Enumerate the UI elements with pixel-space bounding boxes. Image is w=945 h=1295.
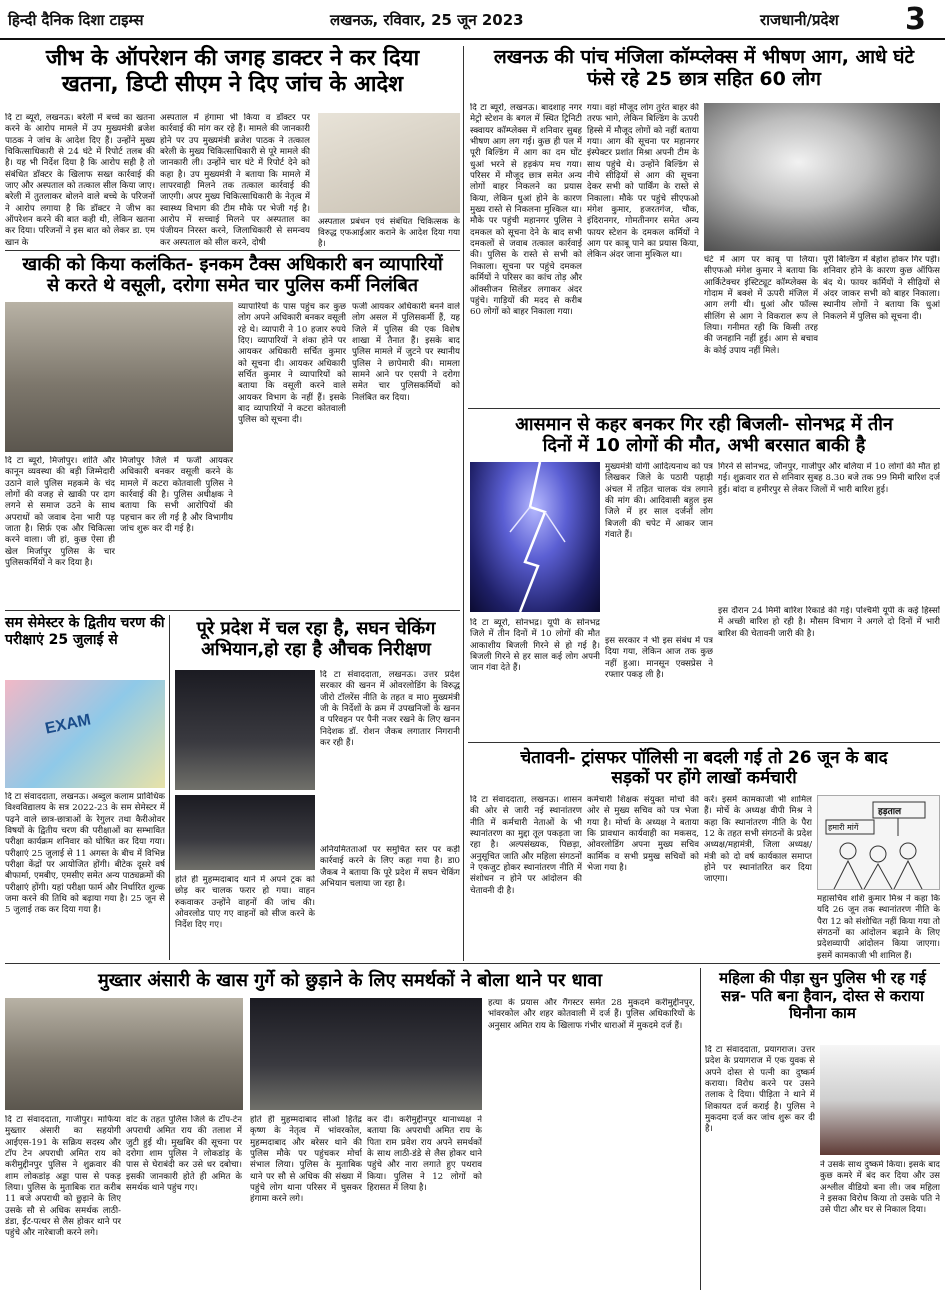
- woman-col1: दि टा संवाददाता, प्रयागराज। उत्तर प्रदेश के प्रयागराज में एक युवक से अपने दोस्त से पत्नी का दुष्कर्म कराया। विरोध करने पर उसने तलाक दे दिया। पीड़िता ने थाने में शिकायत दर्ज कराई है। पुलिस ने मुकदमा दर्ज कर जांच शुरू कर दी है।: [705, 1045, 815, 1135]
- transfer-col1: दि टा संवाददाता, लखनऊ। शासन की ओर से जारी नई स्थानांतरण नीति में कर्मचारी नेताओं के भी स्थानांतरण का मुद्दा तूल पकड़ता जा रहा है। अल्पसंख्यक, पिछड़ा, अनुसूचित जाति और महिला संगठनों ने एकजुट होकर स्थानांतरण नीति में संशोधन न होने पर आंदोलन की चेतावनी दी है।: [470, 795, 582, 896]
- tongue-photo: [318, 113, 460, 213]
- transfer-sketch: [817, 795, 940, 890]
- checking-col1: दि टा संवाददाता, लखनऊ। उत्तर प्रदेश सरकार की खनन में ओवरलोडिंग के विरुद्ध जीरो टॉलरेंस नीति के तहत व मा0 मुख्यमंत्री जी के निर्देशों के क्रम में उपखनिजों के खनन व परिवहन पर पैनी नजर रखने के लिए खनन निदेशक डॉ. रोशन जैकब लगातार निगरानी कर रही हैं।: [320, 670, 460, 749]
- sketch-label-strike: हड़ताल: [878, 807, 902, 817]
- fire-headline: [468, 46, 940, 91]
- police-photo: [5, 302, 233, 452]
- mukhtar-col2: वांट के तहत पुलिस जिले के टॉप-टेन अपराधी अमित राय की तलाश में जुटी हुई थी। मुखबिर की सूचना पर दरोगा शाम पुलिस ने लोकडांड़ के पास से घेराबंदी कर उसे धर दबोचा। इसकी जानकारी होते ही अमित के समर्थक थाने पहुंच गए।: [126, 1115, 242, 1194]
- tongue-col2: अस्पताल में हंगामा भी किया व डॉक्टर पर कार्रवाई की मांग कर रहे हैं। मामले की जानकारी होने पर उप मुख्यमंत्री ब्रजेश पाठक ने तत्काल बरेली के मुख्य चिकित्साधिकारी से पूरे मामले की जानकारी ली। उन्होंने चार घंटे में रिपोर्ट देने को कहा है। उप मुख्यमंत्री ने बताया कि मामले में लापरवाही मिलने तक तत्काल कार्रवाई की जाएगी। अपर मुख्य चिकित्साधिकारी के नेतृत्व में स्वास्थ्य विभाग की टीम मौके पर भेजी गई है। आरोप में सच्चाई मिलने पर अस्पताल का पंजीयन निरस्त करने, जिलाधिकारी से समन्वय कर अस्पताल को सील करने, दोषी: [160, 113, 310, 248]
- fire-col2: गया। वहां मौजूद लोग तुरंत बाहर की तरफ भागे, लेकिन बिल्डिंग के ऊपरी हिस्से में मौजूद लोगों को नहीं बताया गया। आग की सूचना पर महानगर इंस्पेक्टर प्रशांत मिश्रा अपनी टीम के साथ पहुंचे थे। उन्होंने बिल्डिंग से नीचे सीढ़ियों से आग की सूचना देकर सभी को पार्किंग के रास्ते से निकाला। मौके पर पहुंचे सीएफओ मंगेश कुमार, हजरतगंज, चौक, इंदिरानगर, गोमतीनगर समेत अन्य फायर स्टेशन के दमकल कर्मियों ने आग पर काबू पाने का प्रयास किया, लेकिन अंदर जाना मुश्किल था।: [587, 103, 699, 261]
- fire-col4: पूरी बिल्डिंग में बेहोश होकर गिर पड़ी। शनिवार होने के कारण कुछ ऑफिस बंद थे। फायर कर्मियों ने सीढ़ियों से अंदर जाकर सभी को बाहर निकाला। स्थानीय लोगों ने बताया कि धुआं निकलने में पुलिस को सूचना दी।: [823, 255, 940, 322]
- mukhtar-col3: होते ही मुहम्मदाबाद सीओ हितेंद्र कृष्ण के नेतृत्व में भांवरकोल, मुहम्मदाबाद और बरेसर थाने की पुलिस मौके पर पहुंचकर मोर्चा संभाल लिया। पुलिस के मुताबिक थाने पर सौ से अधिक की संख्या में पहुंचे लोग थाना परिसर में घुसकर हंगामा करने लगे।: [250, 1115, 362, 1205]
- semester-headline: सम सेमेस्टर के द्वितीय चरण की परीक्षाएं 25 जुलाई से: [5, 615, 165, 648]
- transfer-headline-line1: चेतावनी- ट्रांसफर पॉलिसी ना बदली गई तो 26 जून के बाद: [520, 748, 888, 768]
- lightning-bolt-icon: [470, 462, 600, 612]
- semester-body: दि टा संवाददाता, लखनऊ। अब्दुल कलाम प्राविधिक विश्वविद्यालय के सत्र 2022-23 के सम सेमेस्टर में पढ़ने वाले छात्र-छात्राओं के रेगुलर तथा कैरीओवर विषयों के द्वितीय चरण की परीक्षाओं का सम्भावित परीक्षा कार्यक्रम शनिवार को घोषित कर दिया गया। परीक्षाएं 25 जुलाई से 11 अगस्त के बीच में विभिन्न परीक्षा केंद्रों पर आयोजित होंगी। बीटेक दूसरे वर्ष बीफार्मा, एमबीए, एमसीए समेत अन्य पाठ्यक्रमों की परीक्षाएं होंगी। यहां परीक्षा फार्म और निर्धारित शुल्क जमा करने की तिथि को बढ़ाया गया है। 25 जून से 5 जुलाई तक कर दिया गया है।: [5, 792, 165, 916]
- police-col1: दि टा ब्यूरो, मिर्जापुर। शांति और कानून व्यवस्था की बड़ी जिम्मेदारी उठाने वाले पुलिस महकमे के चंद लोगों की वजह से खाकी पर दाग लगने से समाज उठने के साथ अपराधों को जवाब देना भारी पड़ जाता है। सिर्फ़ एक और चिकित्सा करने वाला। जी हां, कुछ ऐसा ही खेल मिर्जापुर पुलिस के चार पुलिसकर्मियों ने कर दिया है।: [5, 456, 115, 569]
- checking-col2: होते ही मुहम्मदाबाद थाने में अपने ट्रक को छोड़ कर चालक फरार हो गया। वाहन रुकवाकर उन्होंने वाहनों की जांच की। ओवरलोड पाए गए वाहनों को सीज करने के निर्देश दिए गए।: [175, 875, 315, 931]
- tongue-headline-line2: खतना, डिप्टी सीएम ने दिए जांच के आदेश: [61, 71, 404, 97]
- paper-name: हिन्दी दैनिक दिशा टाइम्स: [8, 11, 144, 29]
- masthead: [0, 0, 945, 40]
- divider: [468, 742, 940, 743]
- transfer-col3: करें। इसमें कामकाजी भी शामिल हैं। मोर्चे के अध्यक्ष वीपी मिश्र ने कहा कि स्थानांतरण नीति के पैरा 12 के तहत सभी संगठनों के प्रदेश अध्यक्ष/महामंत्री, जिला अध्यक्ष/मंत्री को दो वर्ष कार्यकाल समाप्त होने पर स्थानांतरित कर दिया जाएगा।: [704, 795, 812, 885]
- lightning-col2: गिरने से सोनभद्र, जौनपुर, गाजीपुर और बलिया में 10 लोगों की मौत हो गई। शुक्रवार रात से शनिवार सुबह 8.30 बजे तक 99 मिमी बारिश दर्ज हुई। बांदा व हमीरपुर से लेकर जिलों में भारी बारिश हुई।: [718, 462, 940, 495]
- lightning-col4: इस सरकार ने भी इस संबंध में पत्र दिया गया, लेकिन आज तक कुछ नहीं हुआ। मानसून एक्सप्रेस ने रफ्तार पकड़ ली है।: [605, 636, 713, 681]
- divider: [169, 615, 170, 960]
- mukhtar-col1: दि टा संवाददाता, गाजीपुर। माफिया मुख्तार अंसारी का सहयोगी आईएस-191 के सक्रिय सदस्य और टॉप टेन अपराधी अमित राय को करीमुद्दीनपुर पुलिस ने शुक्रवार की शाम लोकडांड़ अड्डा पास से पकड़ लिया। पुलिस के मुताबिक रात करीब 11 बजे अपराधी को छुड़ाने के लिए उसके सौ से अधिक समर्थक लाठी-डंडा, ईंट-पत्थर से लैस होकर थाने पर पहुंचे और नारेबाजी करने लगे।: [5, 1115, 121, 1239]
- checking-col3: अनियमितताओं पर समुचित स्तर पर कड़ी कार्रवाई करने के लिए कहा गया है। डा0 जैकब ने बताया कि पूरे प्रदेश में सघन चेकिंग अभियान चलाया जा रहा है।: [320, 845, 460, 890]
- mukhtar-col4: कर दी। करीमुद्दीनपुर थानाध्यक्ष ने बताया कि अपराधी अमित राय के पिता राम प्रवेश राय अपने समर्थकों के साथ लाठी-डंडे से लैस होकर थाने पहुंचे और नारा लगाते हुए पथराव किया। पुलिस ने 12 लोगों को हिरासत में लिया है।: [367, 1115, 482, 1194]
- woman-col2: ने उसके साथ दुष्कर्म किया। इसके बाद कुछ कमरे में बंद कर दिया और उस अश्लील वीडियो बना ली। जब महिला ने इसका विरोध किया तो उसके पति ने उसे पीटा और घर से निकाल दिया।: [820, 1160, 940, 1216]
- police-headline-line1: खाकी को किया कलंकित- इनकम टैक्स अधिकारी बन व्यापारियों: [22, 254, 443, 275]
- section-name: राजधानी/प्रदेश: [760, 11, 839, 29]
- page-number: 3: [905, 2, 926, 37]
- tongue-headline: [5, 46, 460, 98]
- police-col2: व्यापारियों के पास पहुंच कर कुछ लोग अपने अधिकारी बनकर वसूली रहे थे। व्यापारी ने 10 हजार रुपये दिए। व्यापारियों ने शंका होने पर आयकर अधिकारी सर्चित कुमार को सूचना दी। आयकर अधिकारी सर्चित कुमार ने व्यापारियों को बताया कि वसूली करने वाले आयकर विभाग के नहीं हैं। इसके बाद व्यापारियों ने कटरा कोतवाली पुलिस को सूचना दी।: [238, 302, 346, 426]
- sketch-label-demands: हमारी मांगें: [828, 823, 859, 832]
- transfer-col2: कर्मचारी शिक्षक संयुक्त मोर्चा की ओर से मुख्य सचिव को पत्र भेजा गया है। मोर्चा के अध्यक्ष ने बताया कि प्रावधान कार्यवाही का मकसद, ओवरलोडिंग अपना मुख्य सचिव कार्मिक व सभी प्रमुख सचिवों को भेजा गया है।: [587, 795, 699, 874]
- divider: [463, 46, 464, 961]
- mukhtar-col5: हत्या के प्रयास और गैंगस्टर समेत 28 मुकदमे करीमुद्दीनपुर, भांवरकोल और शहर कोतवाली में दर्ज हैं। पुलिस अधिकारियों के अनुसार अमित राय के खिलाफ गंभीर धाराओं में मुकदमे दर्ज हैं।: [488, 998, 695, 1031]
- checking-headline-line1: पूरे प्रदेश में चल रहा है, सघन चेकिंग: [196, 618, 436, 639]
- fire-col1: दि टा ब्यूरो, लखनऊ। बादशाह नगर मेट्रो स्टेशन के बगल में स्थित ट्रिनिटी स्क्वायर कॉम्प्लेक्स में शनिवार सुबह भीषण आग लग गई। कुछ ही पल में पूरी बिल्डिंग में आग का दम घोंट धुआं भरने से हड़कंप मच गया। परिसर में मौजूद छात्र समेत अन्य लोगों बाहर निकलने का प्रयास किया, लेकिन धुआं होने के कारण मुख्य रास्ते से निकलना मुश्किल था। मौके पर पहुंची महानगर पुलिस ने दमकल को सूचना देने के बाद सभी दमकलों से जवाब तत्काल कार्रवाई की। पुलिस के रास्ते से सभी को निकाला। सूचना पर पहुंचे दमकल कर्मियों ने परिसर का कांच तोड़ और ऑक्सीजन सिलेंडर लगाकर अंदर पहुंचे। गाड़ियों की मदद से करीब 60 लोगों को बाहर निकाला गया।: [470, 103, 582, 318]
- lightning-headline-line1: आसमान से कहर बनकर गिर रही बिजली- सोनभद्र में तीन: [515, 414, 893, 435]
- police-col4: मिर्जापुर जिले में फर्जी आयकर अधिकारी बनकर वसूली करने के मामले में कटरा कोतवाली पुलिस ने कार्रवाई की है। पुलिस अधीक्षक ने बताया कि सभी आरोपियों की पहचान कर ली गई है और विभागीय जांच शुरू कर दी गई है।: [120, 456, 233, 535]
- fire-col3: घंटे में आग पर काबू पा लिया। सीएफओ मंगेश कुमार ने बताया कि आर्किटेक्चर इंस्टिट्यूट कॉम्प्लेक्स के गोदाम में बक्शे में ऊपरी मंजिल में आग लगी थी। धुआं और फॉल्स सीलिंग से आग ने विकराल रूप ले लिया। गनीमत रही कि किसी तरह की जनहानि नहीं हुई। आग से बचाव के कोई उपाय नहीं मिले।: [704, 255, 818, 356]
- mukhtar-headline: मुख्तार अंसारी के खास गुर्गे को छुड़ाने के लिए समर्थकों ने बोला थाने पर धावा: [98, 970, 602, 991]
- divider: [5, 963, 940, 964]
- exam-word: EXAM: [43, 711, 93, 738]
- fire-headline-line2: फंसे रहे 25 छात्र सहित 60 लोग: [587, 68, 821, 91]
- mukhtar-photo-left: [5, 998, 243, 1110]
- dateline: लखनऊ, रविवार, 25 जून 2023: [330, 11, 524, 29]
- checking-headline: [172, 618, 460, 660]
- checking-photo-left: [175, 670, 315, 790]
- tongue-photo-caption: अस्पताल प्रबंधन एवं संबंधित चिकित्सक के विरुद्ध एफआईआर कराने के आदेश दिया गया है।: [318, 216, 460, 248]
- mukhtar-photo-right: [250, 998, 482, 1110]
- divider: [5, 250, 460, 251]
- divider: [5, 610, 460, 611]
- lightning-col1: मुख्यमंत्री योगी आदित्यनाथ को पत्र लिखकर जिले के पठारी पहाड़ी अंचल में तड़ित चालक यंत्र लगाने की मांग की। आदिवासी बहुल इस जिले में हर साल दर्जनों लोग बिजली की चपेट में आकर जान गंवाते हैं।: [605, 462, 713, 541]
- fire-headline-line1: लखनऊ की पांच मंजिला कॉम्प्लेक्स में भीषण आग, आधे घंटे: [493, 46, 915, 68]
- woman-photo: [820, 1045, 940, 1155]
- police-headline-line2: से करते थे वसूली, दरोगा समेत चार पुलिस कर्मी निलंबित: [47, 275, 418, 297]
- checking-photo-bottom: [175, 795, 315, 870]
- transfer-headline: [468, 748, 940, 788]
- lightning-headline: [468, 414, 940, 456]
- tongue-col1: दि टा ब्यूरो, लखनऊ। बरेली में बच्चे का खतना करने के आरोप मामले में उप मुख्यमंत्री ब्रजेश पाठक ने जांच के आदेश दिए हैं। उन्होंने मुख्य चिकित्साधिकारी से 24 घंटे में रिपोर्ट तलब की है। यह भी निर्देश दिया है कि आरोप सही है तो संबंधित डॉक्टर के खिलाफ सख्त कार्रवाई की जाए और अस्पताल को तत्काल सील किया जाए। बरेली में तुतलाकर बोलने वाले बच्चे के परिजनों ने आरोप लगाया है कि डॉक्टर ने जीभ का ऑपरेशन करने की बात कही थी, लेकिन खतना कर दिया। परिजनों ने इस बात को लेकर डा. एम खान के: [5, 113, 155, 248]
- tongue-headline-line1: जीभ के ऑपरेशन की जगह डाक्टर ने कर दिया: [45, 46, 420, 71]
- lightning-photo: [470, 462, 600, 612]
- lightning-col3: दि टा ब्यूरो, सोनभद्र। यूपी के सोनभद्र जिले में तीन दिनों में 10 लोगों की मौत आकाशीय बिजली गिरने से हो गई है। बिजली गिरने से हर साल कई लोग अपनी जान गंवा देते हैं।: [470, 618, 600, 674]
- lightning-col5: इस दौरान 24 मिमी बारिश रिकार्ड की गई। पश्चिमी यूपी के कई हिस्सों में अच्छी बारिश हो रही है। मौसम विभाग ने अगले दो दिनों में भारी बारिश की चेतावनी जारी की है।: [718, 606, 940, 639]
- woman-headline: महिला की पीड़ा सुन पुलिस भी रह गई सन्न- पति बना हैवान, दोस्त से कराया घिनौना काम: [719, 969, 926, 1023]
- checking-headline-line2: अभियान,हो रहा है औचक निरीक्षण: [201, 639, 431, 661]
- police-headline: [5, 254, 460, 296]
- transfer-headline-line2: सड़कों पर होंगे लाखों कर्मचारी: [611, 768, 797, 789]
- lightning-headline-line2: दिनों में 10 लोगों की मौत, अभी बरसात बाकी है: [542, 435, 866, 457]
- divider: [700, 968, 701, 1290]
- police-col3: फर्जी आयकर अधिकारी बनने वाले लोग असल में पुलिसकर्मी हैं, यह जिले में पुलिस की एक विशेष शाखा में तैनात हैं। इसके बाद पुलिस मामले में जुटने पर स्थानीय पुलिस ने छापेमारी की। मामला सामने आने पर एसपी ने दरोगा समेत चार पुलिसकर्मियों को निलंबित कर दिया।: [352, 302, 460, 403]
- transfer-col4: महासचिव शशि कुमार मिश्र ने कहा कि यदि 26 जून तक स्थानांतरण नीति के पैरा 12 को संशोधित नहीं किया गया तो संगठनों का आंदोलन बढ़ाने के लिए प्रदेशव्यापी आंदोलन किया जाएगा। इसमें कामकाजी भी शामिल हैं।: [817, 894, 940, 960]
- semester-photo: [5, 680, 165, 788]
- fire-photo: [704, 103, 940, 251]
- divider: [468, 408, 940, 409]
